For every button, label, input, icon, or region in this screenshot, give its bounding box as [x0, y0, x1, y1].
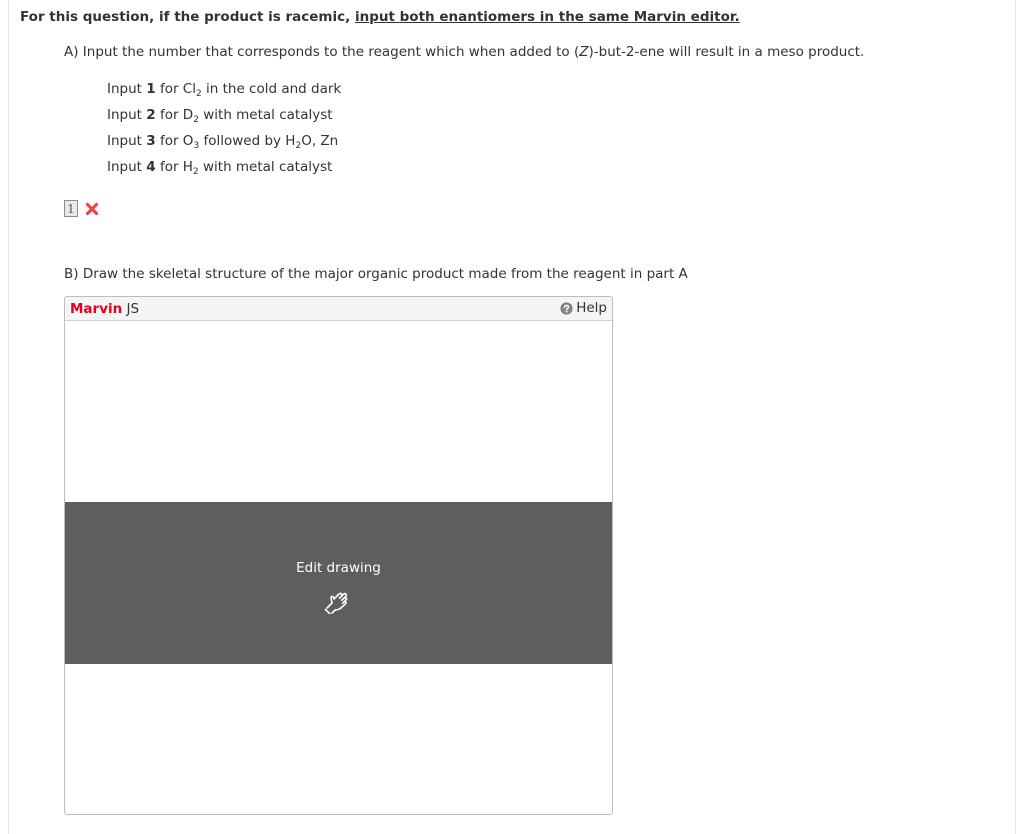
reagent-option-4: [107, 159, 332, 175]
edit-drawing-label: Edit drawing: [296, 560, 381, 576]
question-instructions: [20, 9, 740, 25]
part-a-prompt-end: )-but-2-ene will result in a meso product.: [588, 44, 865, 60]
option-text: for O: [155, 133, 194, 149]
reagent-option-1: [107, 81, 341, 97]
part-a-prompt: [64, 44, 864, 60]
option-text: for Cl: [155, 81, 196, 97]
red-x-icon: [85, 202, 99, 216]
help-icon: [560, 302, 573, 315]
marvin-logo-suffix: JS: [122, 301, 140, 317]
marvin-editor: [64, 296, 613, 815]
part-a-prompt-stereo: Z: [579, 44, 589, 60]
option-subscript: 2: [192, 167, 199, 177]
option-prefix: Input: [107, 107, 147, 123]
option-text: followed by H: [199, 133, 296, 149]
instructions-emphasis: input both enantiomers in the same Marvin editor.: [354, 9, 740, 25]
option-text: O, Zn: [301, 133, 339, 149]
pointing-hand-icon: [323, 586, 351, 614]
option-number: 2: [146, 107, 156, 123]
part-a-answer-input[interactable]: 1: [64, 200, 78, 217]
reagent-option-3: [107, 133, 338, 149]
option-prefix: Input: [107, 81, 147, 97]
option-text: with metal catalyst: [198, 107, 333, 123]
option-text: in the cold and dark: [201, 81, 342, 97]
option-subscript: 2: [195, 89, 202, 99]
marvin-logo-name: Marvin: [70, 301, 123, 317]
help-button[interactable]: [560, 300, 607, 316]
marvin-logo: [70, 301, 139, 317]
option-number: 3: [146, 133, 156, 149]
reagent-option-2: [107, 107, 333, 123]
part-b-prompt: B) Draw the skeletal structure of the major organic product made from the reagent in part A: [64, 266, 688, 282]
help-label: Help: [576, 300, 607, 316]
option-number: 1: [146, 81, 156, 97]
marvin-header: [65, 297, 612, 321]
option-number: 4: [146, 159, 156, 175]
instructions-text: For this question, if the product is racemic,: [20, 9, 355, 25]
option-subscript: 3: [193, 141, 200, 151]
option-subscript: 2: [193, 115, 199, 125]
edit-drawing-button[interactable]: [65, 502, 612, 664]
option-prefix: Input: [107, 159, 147, 175]
option-subscript: 2: [295, 141, 302, 151]
option-text: with metal catalyst: [198, 159, 333, 175]
option-text: for D: [155, 107, 194, 123]
option-prefix: Input: [107, 133, 147, 149]
option-text: for H: [155, 159, 193, 175]
part-a-prompt-start: A) Input the number that corresponds to the reagent which when added to (: [64, 44, 580, 60]
